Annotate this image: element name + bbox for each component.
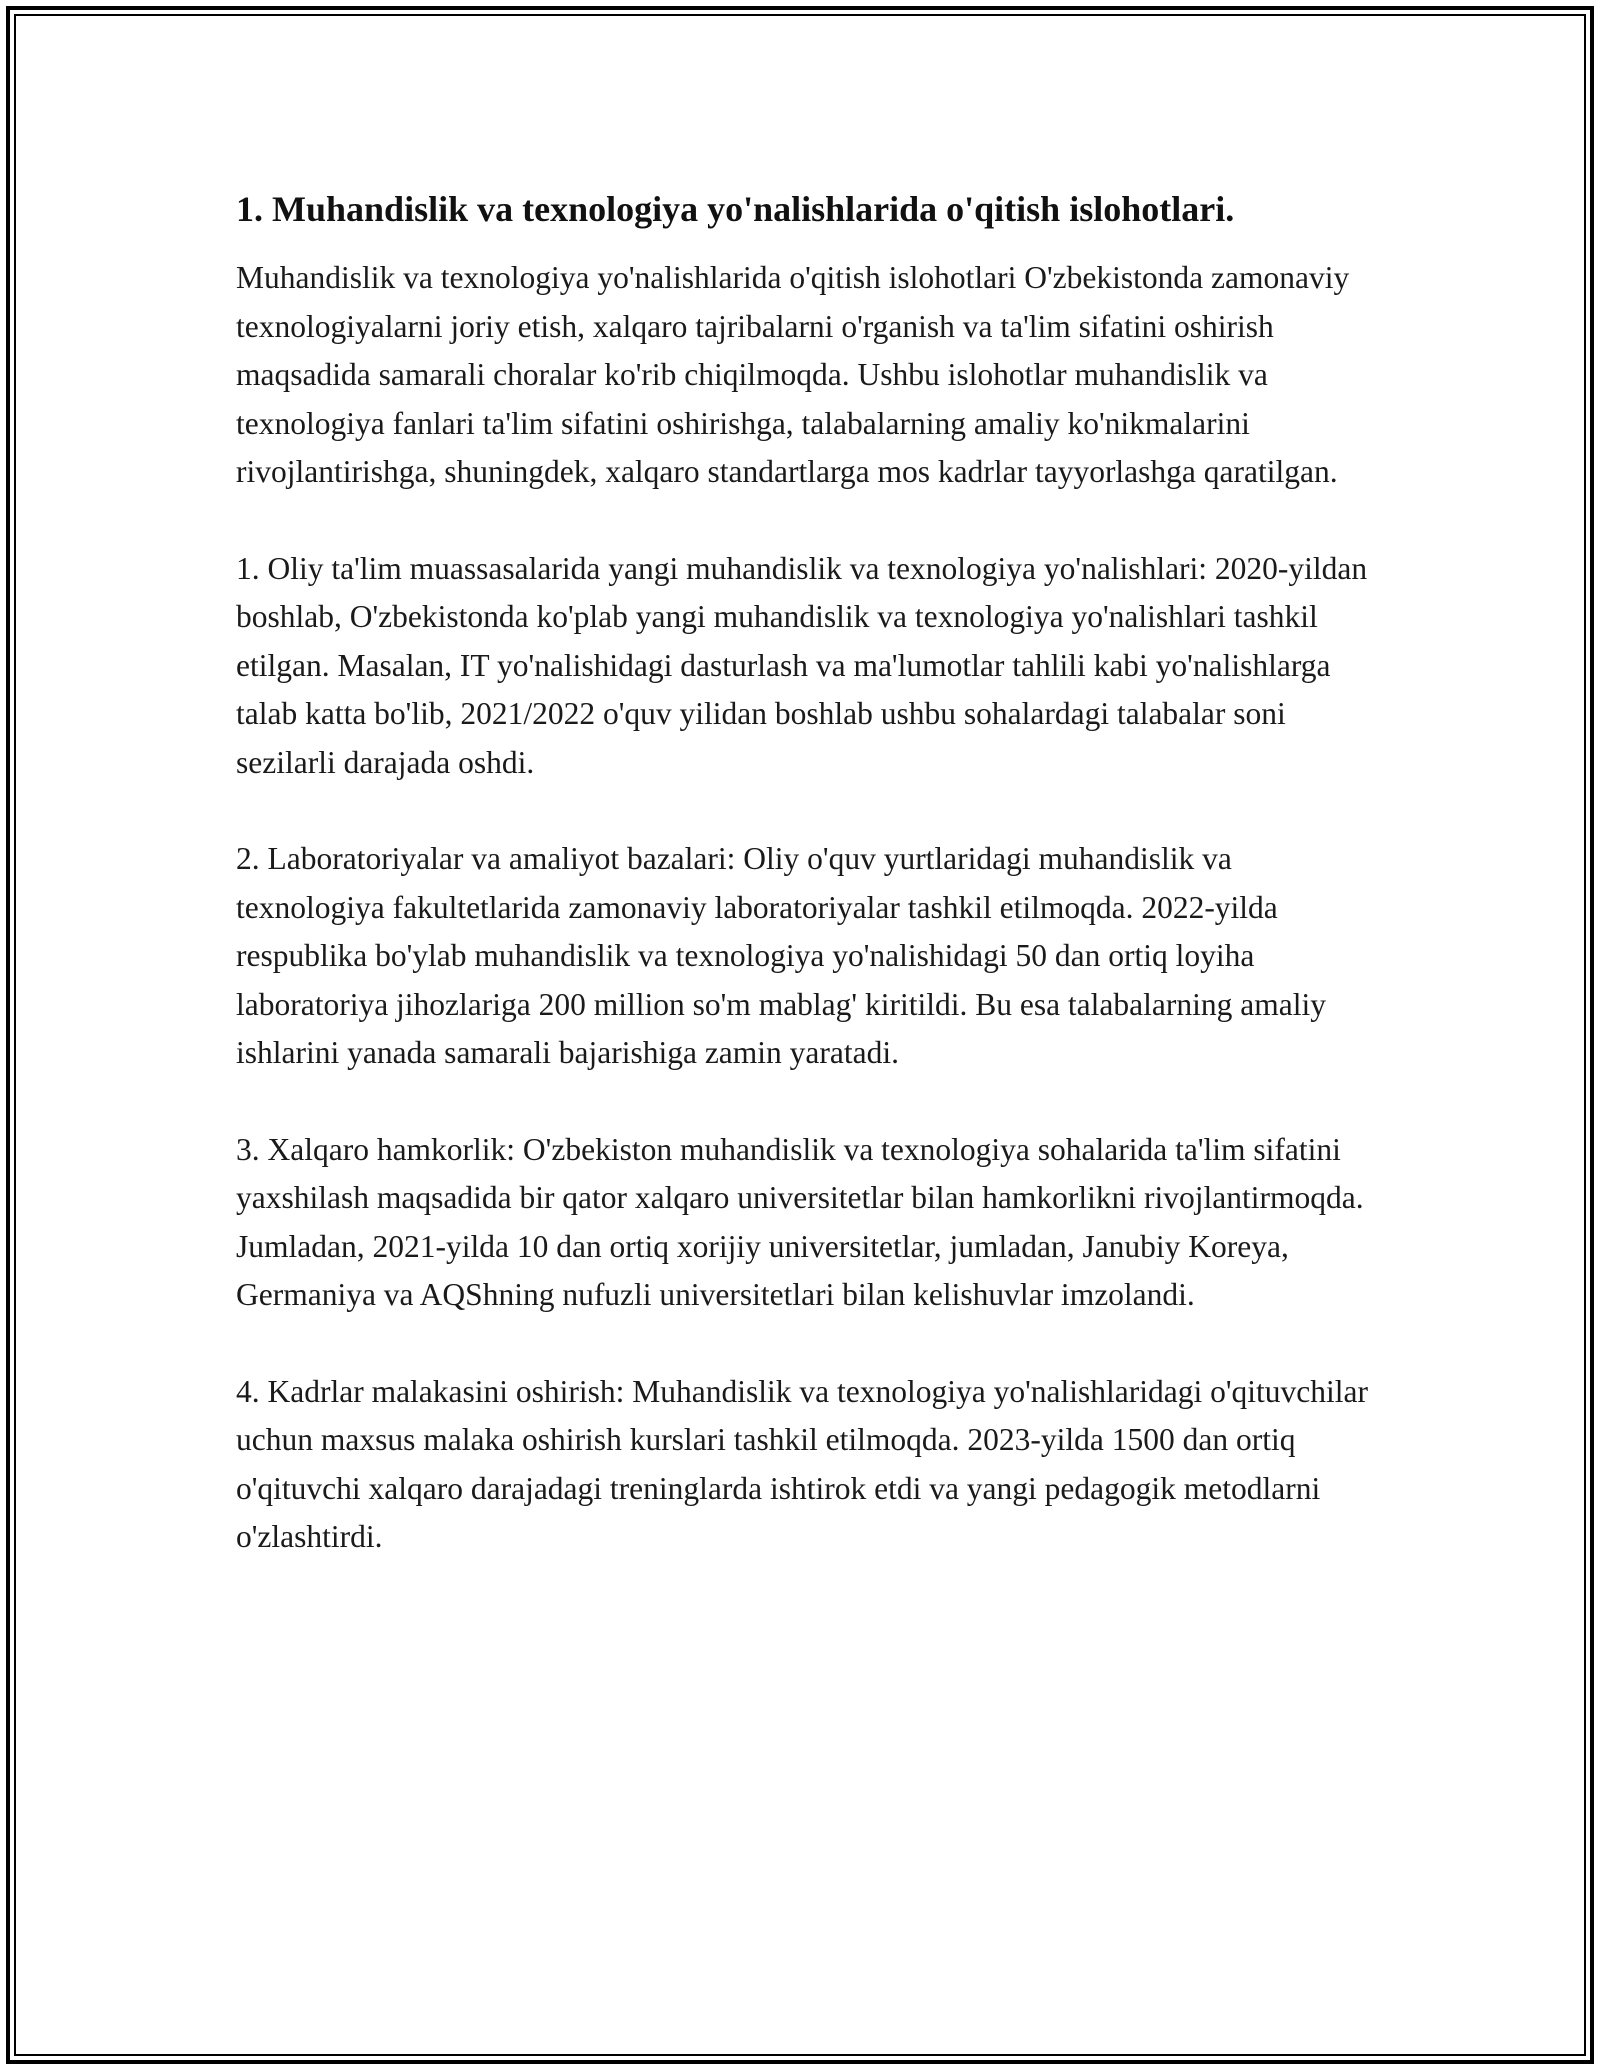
list-item-2-paragraph: 2. Laboratoriyalar va amaliyot bazalari: Oliy o'quv yurtlaridagi muhandislik va texnologiya fakultetlarida zamonaviy laboratoriyalar tashkil etilmoqda. 2022-yilda respublika bo'ylab muhandislik va texnologiya yo'nalishidagi 50 dan ortiq loyiha laboratoriya jihozlariga 200 million so'm mablag' kiritildi. Bu esa talabalarning amaliy ishlarini yanada samarali bajarishiga zamin yaratadi. [236,841,1326,1070]
list-item-4-paragraph: 4. Kadrlar malakasini oshirish: Muhandislik va texnologiya yo'nalishlaridagi o'qituvchilar uchun maxsus malaka oshirish kurslari tashkil etilmoqda. 2023-yilda 1500 dan ortiq o'qituvchi xalqaro darajadagi treninglarda ishtirok etdi va yangi pedagogik metodlarni o'zlashtirdi. [236,1373,1369,1554]
section-heading: 1. Muhandislik va texnologiya yo'nalishlarida o'qitish islohotlari. [236,189,1235,229]
document-body [236,185,1376,1610]
intro-paragraph: Muhandislik va texnologiya yo'nalishlarida o'qitish islohotlari O'zbekistonda zamonaviy texnologiyalarni joriy etish, xalqaro tajribalarni o'rganish va ta'lim sifatini oshirish maqsadida samarali choralar ko'rib chiqilmoqda. Ushbu islohotlar muhandislik va texnologiya fanlari ta'lim sifatini oshirishga, talabalarning amaliy ko'nikmalarini rivojlantirishga, shuningdek, xalqaro standartlarga mos kadrlar tayyorlashga qaratilgan. [236,260,1350,489]
list-item-3-paragraph: 3. Xalqaro hamkorlik: O'zbekiston muhandislik va texnologiya sohalarida ta'lim sifatini yaxshilash maqsadida bir qator xalqaro universitetlar bilan hamkorlikni rivojlantirmoqda. Jumladan, 2021-yilda 10 dan ortiq xorijiy universitetlar, jumladan, Janubiy Koreya, Germaniya va AQShning nufuzli universitetlari bilan kelishuvlar imzolandi. [236,1131,1364,1312]
list-item-1-paragraph: 1. Oliy ta'lim muassasalarida yangi muhandislik va texnologiya yo'nalishlari: 2020-yildan boshlab, O'zbekistonda ko'plab yangi muhandislik va texnologiya yo'nalishlari tashkil etilgan. Masalan, IT yo'nalishidagi dasturlash va ma'lumotlar tahlili kabi yo'nalishlarga talab katta bo'lib, 2021/2022 o'quv yilidan boshlab ushbu sohalardagi talabalar soni sezilarli darajada oshdi. [236,550,1368,780]
